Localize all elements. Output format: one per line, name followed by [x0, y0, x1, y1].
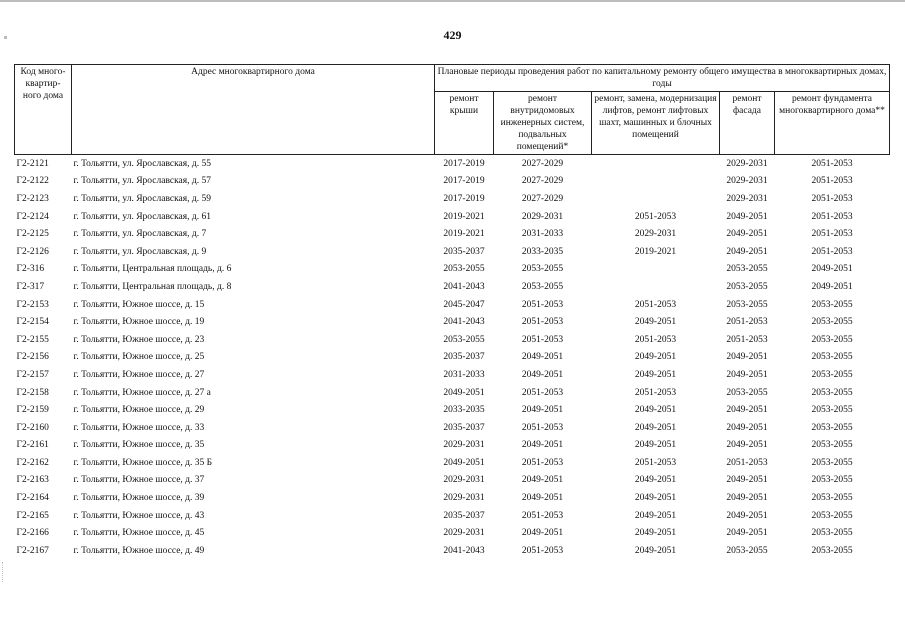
cell-address: г. Тольятти, Южное шоссе, д. 25: [73, 352, 205, 363]
repair-schedule-table: [14, 64, 890, 560]
cell-address: г. Тольятти, Южное шоссе, д. 23: [73, 334, 205, 345]
cell-address: г. Тольятти, Южное шоссе, д. 35: [73, 440, 205, 451]
cell-systems: 2051-2053: [521, 457, 564, 468]
cell-facade: 2049-2051: [726, 528, 768, 539]
cell-address: г. Тольятти, Южное шоссе, д. 15: [73, 299, 205, 310]
scan-top-edge: [0, 0, 905, 2]
cell-facade: 2049-2051: [726, 229, 768, 240]
table-row: [15, 243, 890, 261]
cell-systems: 2031-2033: [521, 229, 564, 240]
cell-systems: 2049-2051: [521, 528, 564, 539]
cell-roof: 2035-2037: [443, 422, 485, 433]
cell-address: г. Тольятти, Центральная площадь, д. 6: [73, 264, 232, 275]
cell-address: г. Тольятти, ул. Ярославская, д. 55: [73, 158, 211, 169]
cell-systems: 2053-2055: [521, 281, 564, 292]
cell-code: Г2-2122: [16, 176, 49, 187]
cell-foundation: 2053-2055: [811, 493, 853, 504]
table-row: [15, 155, 890, 173]
cell-roof: 2033-2035: [443, 405, 485, 416]
cell-foundation: 2051-2053: [811, 211, 853, 222]
cell-lifts: 2049-2051: [634, 493, 677, 504]
cell-facade: 2053-2055: [726, 387, 768, 398]
cell-systems: 2049-2051: [521, 369, 564, 380]
cell-foundation: 2053-2055: [811, 475, 853, 486]
cell-roof: 2029-2031: [443, 493, 485, 504]
cell-systems: 2051-2053: [521, 299, 564, 310]
cell-roof: 2031-2033: [443, 369, 485, 380]
cell-address: г. Тольятти, Южное шоссе, д. 33: [73, 422, 205, 433]
cell-systems: 2027-2029: [521, 176, 564, 187]
table-row: [15, 173, 890, 191]
cell-roof: 2029-2031: [443, 440, 485, 451]
cell-code: Г2-2125: [16, 229, 49, 240]
table-row: [15, 366, 890, 384]
cell-roof: 2017-2019: [443, 176, 485, 187]
table-row: [15, 472, 890, 490]
table-body: [15, 155, 890, 560]
cell-address: г. Тольятти, Центральная площадь, д. 8: [73, 281, 232, 292]
cell-roof: 2029-2031: [443, 528, 485, 539]
cell-lifts: 2051-2053: [634, 299, 677, 310]
cell-roof: 2053-2055: [443, 334, 485, 345]
table-row: [15, 524, 890, 542]
cell-lifts: 2049-2051: [634, 545, 677, 556]
cell-code: Г2-2156: [16, 352, 49, 363]
table-row: [15, 261, 890, 279]
table-header: [15, 65, 890, 155]
cell-address: г. Тольятти, Южное шоссе, д. 39: [73, 493, 205, 504]
table-row: [15, 384, 890, 402]
cell-lifts: 2051-2053: [634, 211, 677, 222]
cell-lifts: 2049-2051: [634, 369, 677, 380]
cell-code: Г2-2154: [16, 317, 49, 328]
cell-lifts: 2051-2053: [634, 334, 677, 345]
table-row: [15, 331, 890, 349]
cell-foundation: 2053-2055: [811, 457, 853, 468]
table-row: [15, 190, 890, 208]
table-row: [15, 296, 890, 314]
cell-facade: 2051-2053: [726, 334, 768, 345]
cell-foundation: 2051-2053: [811, 229, 853, 240]
cell-roof: 2017-2019: [443, 158, 485, 169]
scan-margin-mark: [2, 562, 9, 582]
cell-roof: 2029-2031: [443, 475, 485, 486]
cell-systems: 2051-2053: [521, 422, 564, 433]
cell-lifts: 2051-2053: [634, 387, 677, 398]
cell-code: Г2-2167: [16, 545, 49, 556]
cell-address: г. Тольятти, Южное шоссе, д. 43: [73, 510, 205, 521]
table-row: [15, 225, 890, 243]
header-address: Адрес многоквартирного дома: [72, 65, 435, 155]
cell-foundation: 2051-2053: [811, 246, 853, 257]
cell-lifts: 2049-2051: [634, 475, 677, 486]
cell-code: Г2-2160: [16, 422, 49, 433]
cell-code: Г2-316: [16, 264, 45, 275]
cell-code: Г2-2123: [16, 193, 49, 204]
cell-facade: 2049-2051: [726, 493, 768, 504]
cell-foundation: 2049-2051: [811, 264, 853, 275]
cell-lifts: 2049-2051: [634, 352, 677, 363]
cell-foundation: 2053-2055: [811, 545, 853, 556]
cell-foundation: 2053-2055: [811, 334, 853, 345]
cell-lifts: 2049-2051: [634, 317, 677, 328]
cell-roof: 2019-2021: [443, 229, 485, 240]
cell-systems: 2051-2053: [521, 334, 564, 345]
cell-facade: 2049-2051: [726, 369, 768, 380]
cell-facade: 2049-2051: [726, 440, 768, 451]
cell-roof: 2041-2043: [443, 317, 485, 328]
cell-systems: 2051-2053: [521, 545, 564, 556]
table-row: [15, 507, 890, 525]
cell-facade: 2049-2051: [726, 422, 768, 433]
cell-address: г. Тольятти, ул. Ярославская, д. 7: [73, 229, 207, 240]
cell-code: Г2-2166: [16, 528, 49, 539]
cell-lifts: 2029-2031: [634, 229, 677, 240]
cell-systems: 2027-2029: [521, 158, 564, 169]
cell-address: г. Тольятти, ул. Ярославская, д. 59: [73, 193, 211, 204]
cell-systems: 2049-2051: [521, 352, 564, 363]
cell-foundation: 2053-2055: [811, 440, 853, 451]
cell-systems: 2033-2035: [521, 246, 564, 257]
cell-code: Г2-317: [16, 281, 45, 292]
cell-foundation: 2053-2055: [811, 387, 853, 398]
cell-lifts: 2019-2021: [634, 246, 677, 257]
cell-address: г. Тольятти, Южное шоссе, д. 45: [73, 528, 205, 539]
cell-systems: 2051-2053: [521, 387, 564, 398]
cell-roof: 2049-2051: [443, 457, 485, 468]
cell-roof: 2035-2037: [443, 246, 485, 257]
cell-facade: 2049-2051: [726, 211, 768, 222]
cell-roof: 2035-2037: [443, 352, 485, 363]
table-row: [15, 349, 890, 367]
cell-systems: 2049-2051: [521, 440, 564, 451]
cell-foundation: 2053-2055: [811, 528, 853, 539]
cell-facade: 2049-2051: [726, 352, 768, 363]
cell-roof: 2019-2021: [443, 211, 485, 222]
table-row: [15, 419, 890, 437]
cell-facade: 2049-2051: [726, 246, 768, 257]
cell-facade: 2029-2031: [726, 176, 768, 187]
cell-roof: 2041-2043: [443, 545, 485, 556]
cell-lifts: 2049-2051: [634, 510, 677, 521]
cell-foundation: 2053-2055: [811, 299, 853, 310]
cell-lifts: 2049-2051: [634, 528, 677, 539]
cell-code: Г2-2153: [16, 299, 49, 310]
cell-lifts: 2051-2053: [634, 457, 677, 468]
cell-code: Г2-2162: [16, 457, 49, 468]
cell-roof: 2041-2043: [443, 281, 485, 292]
header-systems: ремонт внутридомовых инженерных систем, подвальных помещений*: [494, 92, 592, 155]
cell-address: г. Тольятти, Южное шоссе, д. 37: [73, 475, 205, 486]
cell-foundation: 2053-2055: [811, 422, 853, 433]
cell-code: Г2-2161: [16, 440, 49, 451]
cell-foundation: 2051-2053: [811, 176, 853, 187]
cell-foundation: 2053-2055: [811, 369, 853, 380]
cell-foundation: 2053-2055: [811, 510, 853, 521]
cell-code: Г2-2164: [16, 493, 49, 504]
cell-address: г. Тольятти, ул. Ярославская, д. 61: [73, 211, 211, 222]
cell-lifts: 2049-2051: [634, 440, 677, 451]
cell-code: Г2-2157: [16, 369, 49, 380]
table-row: [15, 401, 890, 419]
cell-roof: 2017-2019: [443, 193, 485, 204]
cell-facade: 2051-2053: [726, 317, 768, 328]
cell-facade: 2049-2051: [726, 475, 768, 486]
cell-code: Г2-2159: [16, 405, 49, 416]
cell-facade: 2029-2031: [726, 193, 768, 204]
cell-address: г. Тольятти, ул. Ярославская, д. 57: [73, 176, 211, 187]
cell-foundation: 2053-2055: [811, 317, 853, 328]
cell-facade: 2029-2031: [726, 158, 768, 169]
cell-address: г. Тольятти, Южное шоссе, д. 19: [73, 317, 205, 328]
cell-foundation: 2053-2055: [811, 352, 853, 363]
cell-lifts: [592, 155, 720, 173]
cell-facade: 2053-2055: [726, 264, 768, 275]
cell-foundation: 2049-2051: [811, 281, 853, 292]
cell-systems: 2049-2051: [521, 475, 564, 486]
page-number: 429: [443, 28, 462, 42]
cell-roof: 2035-2037: [443, 510, 485, 521]
cell-systems: 2053-2055: [521, 264, 564, 275]
cell-facade: 2049-2051: [726, 405, 768, 416]
cell-systems: 2051-2053: [521, 317, 564, 328]
table-row: [15, 542, 890, 560]
cell-systems: 2049-2051: [521, 405, 564, 416]
cell-lifts: [592, 278, 720, 296]
cell-code: Г2-2158: [16, 387, 49, 398]
header-facade: ремонт фасада: [720, 92, 775, 155]
cell-address: г. Тольятти, ул. Ярославская, д. 9: [73, 246, 207, 257]
cell-foundation: 2051-2053: [811, 158, 853, 169]
cell-foundation: 2053-2055: [811, 405, 853, 416]
cell-facade: 2049-2051: [726, 510, 768, 521]
cell-lifts: 2049-2051: [634, 422, 677, 433]
cell-address: г. Тольятти, Южное шоссе, д. 27: [73, 369, 205, 380]
header-roof: ремонт крыши: [435, 92, 494, 155]
cell-roof: 2049-2051: [443, 387, 485, 398]
cell-systems: 2027-2029: [521, 193, 564, 204]
cell-lifts: 2049-2051: [634, 405, 677, 416]
cell-facade: 2051-2053: [726, 457, 768, 468]
cell-systems: 2029-2031: [521, 211, 564, 222]
cell-facade: 2053-2055: [726, 299, 768, 310]
table-row: [15, 278, 890, 296]
cell-address: г. Тольятти, Южное шоссе, д. 35 Б: [73, 457, 213, 468]
cell-lifts: [592, 173, 720, 191]
cell-roof: 2053-2055: [443, 264, 485, 275]
cell-foundation: 2051-2053: [811, 193, 853, 204]
table-row: [15, 208, 890, 226]
table-row: [15, 437, 890, 455]
header-lifts: ремонт, замена, модернизация лифтов, ремонт лифтовых шахт, машинных и блочных помещений: [592, 92, 720, 155]
table-row: [15, 313, 890, 331]
table-row: [15, 489, 890, 507]
cell-code: Г2-2165: [16, 510, 49, 521]
cell-facade: 2053-2055: [726, 545, 768, 556]
header-foundation: ремонт фундамента многоквартирного дома**: [775, 92, 890, 155]
cell-lifts: [592, 190, 720, 208]
cell-code: Г2-2126: [16, 246, 49, 257]
cell-lifts: [592, 261, 720, 279]
header-periods: Плановые периоды проведения работ по капитальному ремонту общего имущества в многоквартирных домах, годы: [435, 65, 890, 92]
cell-address: г. Тольятти, Южное шоссе, д. 49: [73, 545, 205, 556]
cell-roof: 2045-2047: [443, 299, 485, 310]
table-row: [15, 454, 890, 472]
header-code: Код много-квартир-ного дома: [15, 65, 72, 155]
cell-address: г. Тольятти, Южное шоссе, д. 29: [73, 405, 205, 416]
cell-facade: 2053-2055: [726, 281, 768, 292]
cell-systems: 2051-2053: [521, 510, 564, 521]
cell-code: Г2-2155: [16, 334, 49, 345]
cell-code: Г2-2124: [16, 211, 49, 222]
cell-code: Г2-2163: [16, 475, 49, 486]
cell-address: г. Тольятти, Южное шоссе, д. 27 а: [73, 387, 211, 398]
cell-systems: 2049-2051: [521, 493, 564, 504]
cell-code: Г2-2121: [16, 158, 49, 169]
